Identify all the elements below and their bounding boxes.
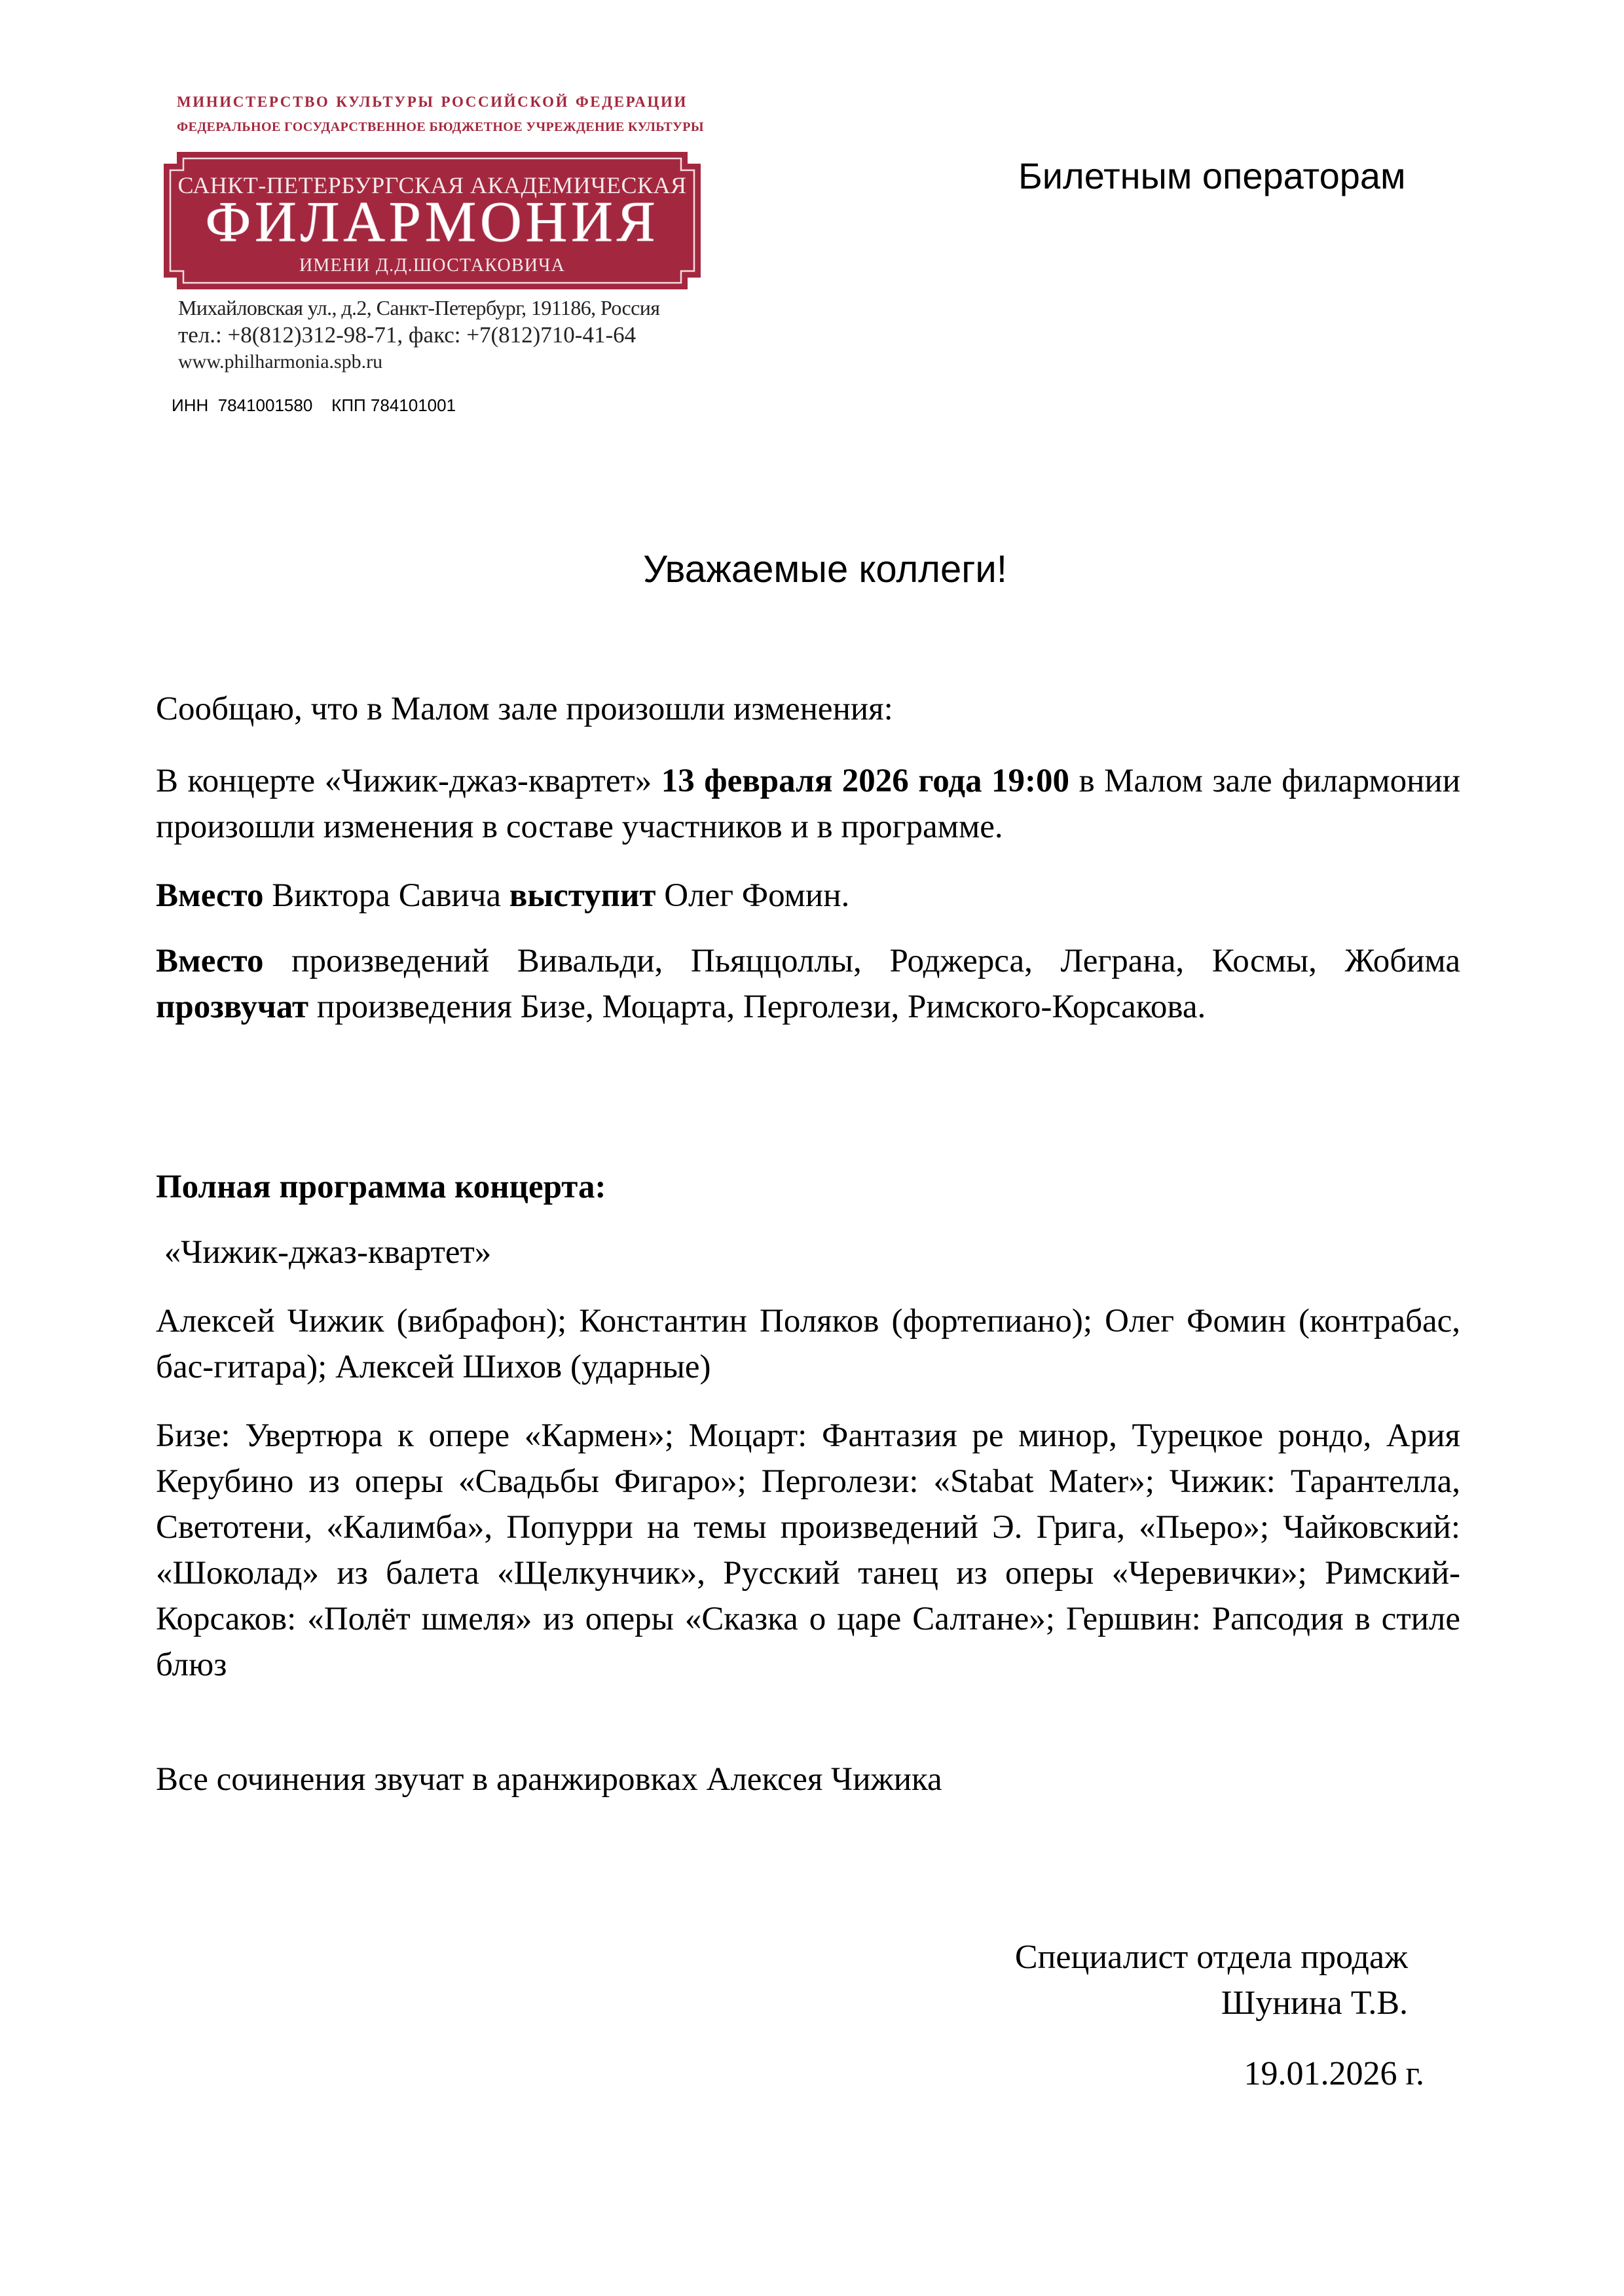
signer-name: Шунина Т.В.	[1221, 1984, 1408, 2022]
repertoire-list: Бизе: Увертюра к опере «Кармен»; Моцарт: Фантазия ре минор, Турецкое рондо, Ария Керубино из оперы «Свадьбы Фигаро»; Перголези: «Stabat Mater»; Чижик: Тарантелла, Светотени, «Калимба», Попурри на темы произведений Э. Грига, «Пьеро»; Чайковский: «Шоколад» из балета «Щелкунчик», Русский танец из оперы «Черевички»; Римский-Корсаков: «Полёт шмеля» из оперы «Сказка о царе Салтане»; Гершвин: Рапсодия в стиле блюз	[156, 1417, 1460, 1683]
program-heading-text: Полная программа концерта:	[156, 1169, 606, 1205]
performers-list: Алексей Чижик (вибрафон); Константин Поляков (фортепиано); Олег Фомин (контрабас, бас-гитара); Алексей Шихов (ударные)	[156, 1303, 1460, 1385]
ministry-header: МИНИСТЕРСТВО КУЛЬТУРЫ РОССИЙСКОЙ ФЕДЕРАЦИИ	[177, 94, 688, 110]
program-replaced: произведений Вивальди, Пьяццоллы, Роджерса, Леграна, Космы, Жобима	[263, 943, 1460, 979]
keyword-will-sound: прозвучат	[156, 989, 309, 1025]
greeting: Уважаемые коллеги!	[643, 548, 1007, 591]
logo-line-shostakovich: ИМЕНИ Д.Д.ШОСТАКОВИЧА	[299, 255, 565, 276]
website-link[interactable]: www.philharmonia.spb.ru	[178, 351, 383, 373]
program-new: произведения Бизе, Моцарта, Перголези, Римского-Корсакова.	[308, 989, 1206, 1025]
performer-replaced: Виктора Савича	[263, 877, 509, 914]
program-change-paragraph	[156, 938, 1460, 1030]
keyword-instead: Вместо	[156, 877, 264, 914]
signer-position: Специалист отдела продаж	[1014, 1939, 1408, 1976]
intro-paragraph: Сообщаю, что в Малом зале произошли изменения:	[156, 691, 893, 727]
institution-type-header: ФЕДЕРАЛЬНОЕ ГОСУДАРСТВЕННОЕ БЮДЖЕТНОЕ УЧРЕЖДЕНИЕ КУЛЬТУРЫ	[177, 120, 704, 134]
address: Михайловская ул., д.2, Санкт-Петербург, 191186, Россия	[178, 296, 660, 319]
change-text-after: в Малом зале филармонии произошли изменения в составе участников и в программе.	[156, 763, 1461, 845]
concert-date-time: 13 февраля 2026 года 19:00	[661, 763, 1070, 799]
phones: тел.: +8(812)312-98-71, факс: +7(812)710-41-64	[178, 322, 637, 348]
change-text-before: В концерте «Чижик-джаз-квартет»	[156, 763, 661, 799]
tax-requisites: ИНН 7841001580 КПП 784101001	[172, 395, 456, 415]
keyword-instead: Вместо	[156, 943, 264, 979]
letter-date: 19.01.2026 г.	[1244, 2055, 1424, 2092]
keyword-will-perform: выступит	[509, 877, 656, 914]
logo-line-academic: САНКТ-ПЕТЕРБУРГСКАЯ АКАДЕМИЧЕСКАЯ	[177, 172, 687, 198]
performer-change-paragraph	[156, 873, 1460, 919]
philharmonia-logo	[164, 152, 701, 289]
performer-new: Олег Фомин.	[655, 877, 850, 914]
program-heading	[156, 1164, 1460, 1210]
arrangements-note: Все сочинения звучат в аранжировках Алексея Чижика	[156, 1761, 942, 1798]
ensemble-name: «Чижик-джаз-квартет»	[156, 1234, 492, 1271]
change-paragraph	[156, 758, 1460, 850]
logo-line-philharmonia: ФИЛАРМОНИЯ	[205, 191, 659, 254]
recipient: Билетным операторам	[1018, 155, 1406, 196]
